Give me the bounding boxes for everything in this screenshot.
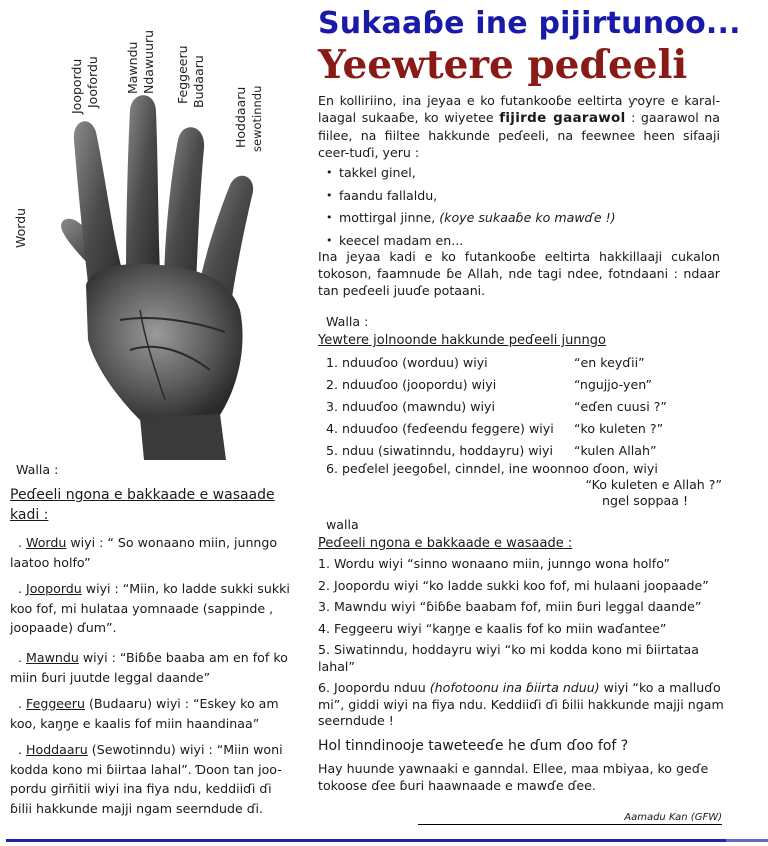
question-heading: Hol tinndinooje taweteeɗe he ɗum ɗoo fof ? bbox=[318, 738, 629, 754]
bottom-rule-accent bbox=[726, 839, 768, 842]
speaker: 4. nduuɗoo (feɗeendu feggere) wiyi bbox=[326, 421, 554, 436]
ring-label-2: Budaaru bbox=[191, 55, 206, 108]
page-subtitle: Yeewtere peɗeeli bbox=[318, 42, 688, 88]
list-item: 2. Joopordu wiyi “ko ladde sukki koo fof, mi hulaani joopaade” bbox=[318, 577, 709, 593]
item6-quote: “Ko kuleten e Allah ?” bbox=[585, 477, 722, 492]
dialogue-list-1 bbox=[326, 354, 726, 464]
list-item: 3. Mawndu wiyi “ɓiɓɓe baabam fof, miin ɓuri leggal daande” bbox=[318, 599, 702, 614]
list-item: 1. Wordu wiyi “sinno wonaano miin, junngo wona holfo” bbox=[318, 556, 671, 571]
dialogue-list-2 bbox=[318, 556, 724, 735]
entry-name: Feggeeru bbox=[26, 696, 85, 711]
little-label-1: Hoddaaru bbox=[233, 86, 248, 148]
list-item: • keecel madam en... bbox=[326, 232, 726, 249]
list-item bbox=[326, 376, 726, 393]
intro-bold-term: fijirde gaarawol bbox=[499, 110, 626, 126]
list-item: • faandu fallaldu, bbox=[326, 187, 726, 204]
bullet-note: (koye sukaaɓe ko mawɗe !) bbox=[439, 210, 616, 225]
intro-paragraph bbox=[318, 92, 720, 161]
left-entry-hoddaaru: . Hoddaaru (Sewotinndu) wiyi : “Miin woni kodda kono mi ɓiirtaa lahal”. Ɗoon tan joo-pordu girñitii wiyi ina fiya ndu, keddiiɗi ɗi ɓilii hakkunde majji ngam seerndude ɗi. bbox=[10, 742, 283, 816]
left-entry-joopordu: . Joopordu wiyi : “Miin, ko ladde sukki sukki koo fof, mi hulataa yomnaade (sappinde , joopaade) ɗum”. bbox=[10, 581, 290, 635]
list-item bbox=[326, 398, 726, 415]
entry-name: Mawndu bbox=[26, 650, 79, 665]
entry-text: wiyi : “Eskey ko am koo, kaŋŋe e kaalis fof miin haandinaa” bbox=[10, 696, 279, 731]
line: “kulen Allah” bbox=[574, 443, 657, 458]
page-title: Sukaaɓe ine pijirtunoo... bbox=[318, 6, 741, 41]
section2-heading: Peɗeeli ngona e bakkaade e wasaade : bbox=[318, 536, 573, 551]
bullet-text: mottirgal jinne, bbox=[339, 210, 436, 225]
dialogue-item-6 bbox=[326, 461, 722, 509]
list-item bbox=[326, 420, 726, 437]
left-walla-label: Walla : bbox=[16, 462, 59, 477]
line: “ko kuleten ?” bbox=[574, 421, 664, 436]
left-entry-wordu: . Wordu wiyi : “ So wonaano miin, junngo laatoo holfo” bbox=[10, 535, 278, 570]
list-item: • takkel ginel, bbox=[326, 164, 726, 181]
line: “en keyɗii” bbox=[574, 355, 645, 370]
left-heading-line-1: Peɗeeli ngona e bakkaade e wasaade bbox=[10, 487, 275, 503]
middle-label-2: Ndawuuru bbox=[141, 29, 156, 94]
intro-text-start: En kolliriino, ina jeyaa e ko futankooɓe eeltirta ƴoyre e karal-laagal sukaaɓe, ko wiyetee bbox=[318, 93, 720, 125]
item6-main: 6. peɗelel jeegoɓel, cinndel, ine woonnoo ɗoon, wiyi bbox=[326, 461, 658, 476]
list-item: 5. Siwatinndu, hoddayru wiyi “ko mi kodda kono mi ɓiirtataa lahal” bbox=[318, 642, 699, 674]
walla-label-2: walla bbox=[326, 517, 359, 532]
entry-text: wiyi : “Biɓɓe baaba am en fof ko miin ɓuri juutde leggal daande” bbox=[10, 650, 288, 685]
entry-text: wiyi : “Miin, ko ladde sukki sukki koo fof, mi hulataa yomnaade (sappinde , joopaade) ɗum”. bbox=[10, 581, 290, 635]
bottom-rule bbox=[6, 839, 726, 842]
list-item bbox=[326, 209, 726, 226]
italic-note: (hofotoonu ina ɓiirta nduu) bbox=[429, 680, 600, 695]
intro-paragraph-2: Ina jeyaa kadi e ko futankooɓe eeltirta hakkillaaji cukalon tokoson, faamnude ɓe Allah, nde tagi ndee, fotndaani : ndaar tan peɗeeli juuɗe potaani. bbox=[318, 249, 720, 298]
entry-alt: (Budaaru) bbox=[84, 696, 153, 711]
list-item bbox=[326, 442, 726, 459]
left-heading bbox=[10, 485, 275, 525]
item6-end: ngel soppaa ! bbox=[602, 493, 688, 508]
entry-text: wiyi : “ So wonaano miin, junngo laatoo holfo” bbox=[10, 535, 278, 570]
bullet-list bbox=[326, 164, 726, 254]
thumb-label: Wordu bbox=[13, 207, 28, 248]
little-label-2: sewotinndu bbox=[250, 85, 264, 152]
ring-label-1: Feggeeru bbox=[175, 45, 190, 104]
index-label-1: Joopordu bbox=[69, 58, 84, 114]
section1-heading: Yewtere jolnoonde hakkunde peɗeeli junngo bbox=[318, 333, 606, 348]
left-entry-feggeeru: . Feggeeru (Budaaru) wiyi : “Eskey ko am koo, kaŋŋe e kaalis fof miin haandinaa” bbox=[10, 696, 279, 731]
author-credit: Aamadu Kan (GFW) bbox=[418, 812, 722, 825]
list-item: 6. Joopordu nduu (hofotoonu ina ɓiirta nduu) wiyi “ko a malluɗo mi”, giddi wiyi na fiya ndu. Keddiiɗi ɗi ɓilii hakkunde majji ngam seerndude ! bbox=[318, 680, 724, 728]
entry-name: Joopordu bbox=[26, 581, 82, 596]
entry-alt: (Sewotinndu) bbox=[87, 742, 176, 757]
speaker: 1. nduuɗoo (worduu) wiyi bbox=[326, 355, 488, 370]
middle-label-1: Mawndu bbox=[125, 41, 140, 94]
list-item bbox=[326, 354, 726, 371]
line: “ngujjo-yen” bbox=[574, 377, 653, 392]
walla-label: Walla : bbox=[326, 314, 369, 329]
index-label-2: Joofordu bbox=[85, 56, 100, 108]
speaker: 5. nduu (siwatinndu, hoddayru) wiyi bbox=[326, 443, 554, 458]
left-entry-mawndu: . Mawndu wiyi : “Biɓɓe baaba am en fof ko miin ɓuri juutde leggal daande” bbox=[10, 650, 288, 685]
list-item: 4. Feggeeru wiyi “kaŋŋe e kaalis fof ko miin waɗantee” bbox=[318, 620, 667, 636]
question-text: Hay huunde yawnaaki e ganndal. Ellee, maa mbiyaa, ko geɗe tokoose ɗee ɓuri haawnaade e mawɗe ɗee. bbox=[318, 761, 709, 793]
entry-name: Hoddaaru bbox=[26, 742, 88, 757]
speaker: 2. nduuɗoo (joopordu) wiyi bbox=[326, 377, 497, 392]
entry-name: Wordu bbox=[26, 535, 67, 550]
intro-text-end: : gaarawol na fiilee, na fiiltee hakkunde peɗeeli, na feewnee heen sifaaji ceer-tuɗi, yeru : bbox=[318, 110, 721, 160]
entry-text: wiyi : “Miin woni kodda kono mi ɓiirtaa lahal”. Ɗoon tan joo-pordu girñitii wiyi ina fiya ndu, keddiiɗi ɗi ɓilii hakkunde majji ngam seerndude ɗi. bbox=[10, 742, 283, 816]
speaker: 3. nduuɗoo (mawndu) wiyi bbox=[326, 399, 495, 414]
left-heading-line-2: kadi : bbox=[10, 507, 49, 523]
line: “eɗen cuusi ?” bbox=[574, 399, 667, 414]
